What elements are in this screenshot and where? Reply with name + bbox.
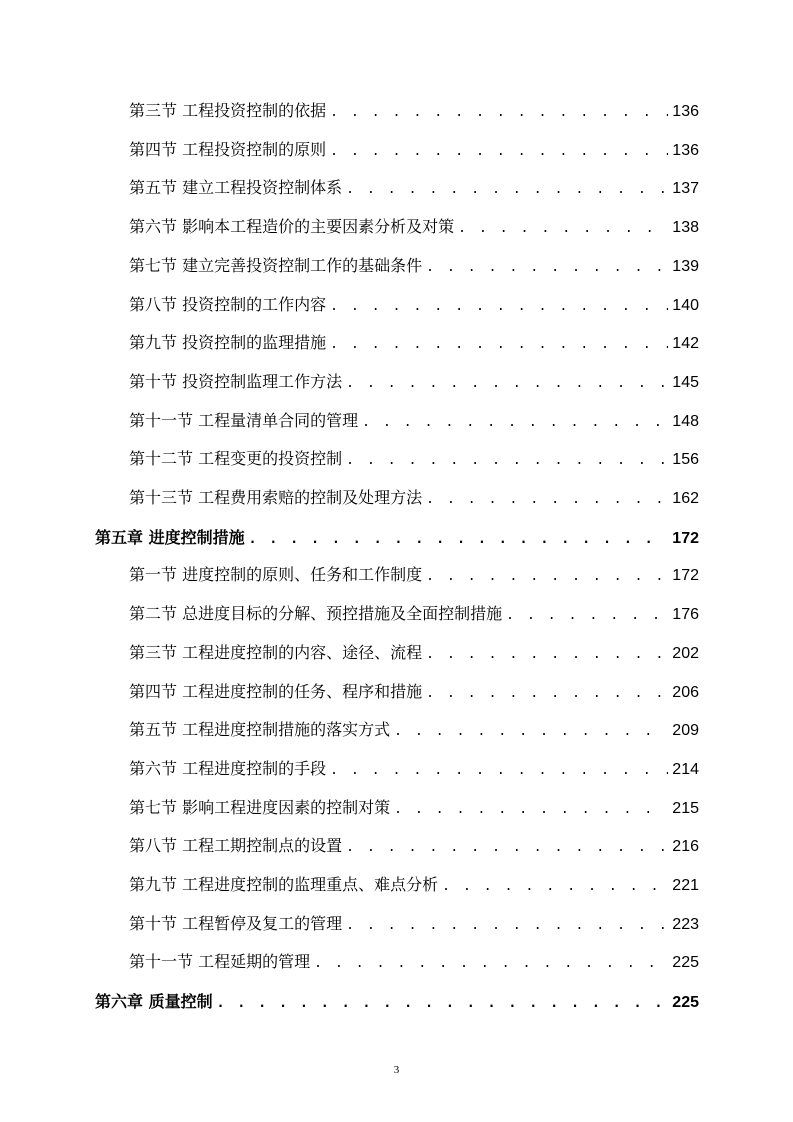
toc-entry-page: 215 (672, 799, 699, 817)
toc-dot-leader (426, 641, 668, 667)
toc-entry-title: 第四节 工程进度控制的任务、程序和措施 (129, 681, 423, 701)
toc-dot-leader (458, 215, 668, 241)
toc-dot-leader (442, 873, 668, 899)
toc-section-entry[interactable] (129, 755, 699, 783)
toc-entry-page: 136 (672, 103, 699, 120)
toc-dot-leader (426, 254, 668, 280)
toc-dot-leader (506, 602, 668, 628)
toc-entry-page: 176 (672, 606, 699, 624)
toc-dot-leader (330, 293, 668, 319)
toc-entry-page: 137 (672, 180, 699, 198)
toc-entry-title: 第十一节 工程量清单合同的管理 (129, 410, 359, 430)
toc-entry-title: 第六章 质量控制 (95, 992, 213, 1012)
toc-section-entry[interactable] (129, 136, 699, 164)
toc-entry-title: 第九节 工程进度控制的监理重点、难点分析 (129, 875, 439, 894)
toc-entry-page: 202 (672, 644, 699, 662)
toc-section-entry[interactable] (129, 291, 699, 319)
toc-dot-leader (314, 950, 668, 976)
toc-entry-title: 第七节 建立完善投资控制工作的基础条件 (129, 255, 423, 275)
toc-section-entry[interactable] (129, 329, 699, 357)
toc-dot-leader (346, 447, 668, 473)
toc-entry-title: 第三节 工程投资控制的依据 (129, 101, 327, 120)
toc-dot-leader (394, 718, 668, 744)
toc-entry-page: 145 (672, 373, 699, 391)
toc-entry-page: 172 (672, 529, 699, 547)
toc-section-entry[interactable] (129, 561, 699, 589)
toc-dot-leader (330, 138, 668, 164)
toc-section-entry[interactable] (129, 97, 699, 125)
toc-section-entry[interactable] (129, 484, 699, 512)
toc-entry-page: 225 (672, 954, 699, 972)
toc-dot-leader (346, 370, 668, 396)
toc-dot-leader (330, 757, 668, 783)
toc-dot-leader (249, 526, 669, 552)
toc-entry-title: 第五章 进度控制措施 (95, 527, 245, 547)
toc-entry-page: 142 (672, 335, 699, 353)
toc-section-entry[interactable] (129, 252, 699, 280)
toc-entry-page: 221 (672, 877, 699, 894)
toc-dot-leader (426, 680, 668, 706)
toc-section-entry[interactable] (129, 213, 699, 241)
toc-entry-title: 第十节 投资控制监理工作方法 (129, 371, 343, 391)
toc-dot-leader (362, 409, 668, 435)
toc-entry-page: 214 (672, 760, 699, 778)
toc-entry-title: 第八节 工程工期控制点的设置 (129, 836, 343, 856)
toc-entry-title: 第三节 工程进度控制的内容、途径、流程 (129, 642, 423, 662)
toc-section-entry[interactable] (129, 910, 699, 938)
page-number: 3 (393, 1064, 400, 1076)
toc-entry-page: 148 (672, 412, 699, 430)
toc-entry-page: 216 (672, 838, 699, 856)
toc-chapter-entry[interactable] (95, 988, 699, 1016)
toc-dot-leader (426, 563, 668, 589)
toc-entry-page: 209 (672, 722, 699, 740)
toc-dot-leader (330, 331, 668, 357)
toc-entry-page: 139 (672, 257, 699, 275)
toc-section-entry[interactable] (129, 794, 699, 822)
toc-dot-leader (346, 176, 668, 202)
toc-entry-page: 206 (672, 683, 699, 701)
toc-entry-title: 第五节 工程进度控制措施的落实方式 (129, 720, 391, 740)
toc-section-entry[interactable] (129, 716, 699, 744)
toc-section-entry[interactable] (129, 368, 699, 396)
toc-entry-title: 第一节 进度控制的原则、任务和工作制度 (129, 565, 423, 585)
toc-entry-title: 第十一节 工程延期的管理 (129, 952, 311, 972)
toc-section-entry[interactable] (129, 174, 699, 202)
toc-entry-page: 156 (672, 451, 699, 469)
toc-entry-page: 138 (672, 219, 699, 237)
toc-entry-title: 第五节 建立工程投资控制体系 (129, 178, 343, 198)
toc-dot-leader (346, 834, 668, 860)
toc-entry-title: 第十节 工程暂停及复工的管理 (129, 913, 343, 933)
toc-entry-title: 第六节 工程进度控制的手段 (129, 758, 327, 778)
toc-entry-title: 第六节 影响本工程造价的主要因素分析及对策 (129, 217, 455, 237)
toc-section-entry[interactable] (129, 639, 699, 667)
toc-entry-title: 第九节 投资控制的监理措施 (129, 333, 327, 353)
toc-section-entry[interactable] (129, 871, 699, 899)
toc-entry-title: 第十二节 工程变更的投资控制 (129, 449, 343, 469)
toc-section-entry[interactable] (129, 948, 699, 976)
toc-chapter-entry[interactable] (95, 524, 699, 552)
toc-entry-page: 140 (672, 296, 699, 314)
toc-dot-leader (217, 990, 669, 1016)
toc-section-entry[interactable] (129, 600, 699, 628)
toc-section-entry[interactable] (129, 407, 699, 435)
toc-entry-page: 225 (672, 994, 699, 1012)
toc-entry-page: 223 (672, 915, 699, 933)
toc-section-entry[interactable] (129, 832, 699, 860)
toc-entry-title: 第八节 投资控制的工作内容 (129, 294, 327, 314)
toc-section-entry[interactable] (129, 445, 699, 473)
toc-dot-leader (426, 486, 668, 512)
toc-entry-page: 162 (672, 490, 699, 507)
toc-dot-leader (346, 912, 668, 938)
toc-dot-leader (330, 99, 668, 125)
toc-dot-leader (394, 796, 668, 822)
toc-section-entry[interactable] (129, 678, 699, 706)
toc-entry-title: 第四节 工程投资控制的原则 (129, 139, 327, 159)
toc-entry-title: 第十三节 工程费用索赔的控制及处理方法 (129, 488, 423, 507)
toc-entry-page: 172 (672, 567, 699, 585)
toc-entry-page: 136 (672, 141, 699, 159)
toc-entry-title: 第七节 影响工程进度因素的控制对策 (129, 797, 391, 817)
toc-entry-title: 第二节 总进度目标的分解、预控措施及全面控制措施 (129, 604, 503, 624)
